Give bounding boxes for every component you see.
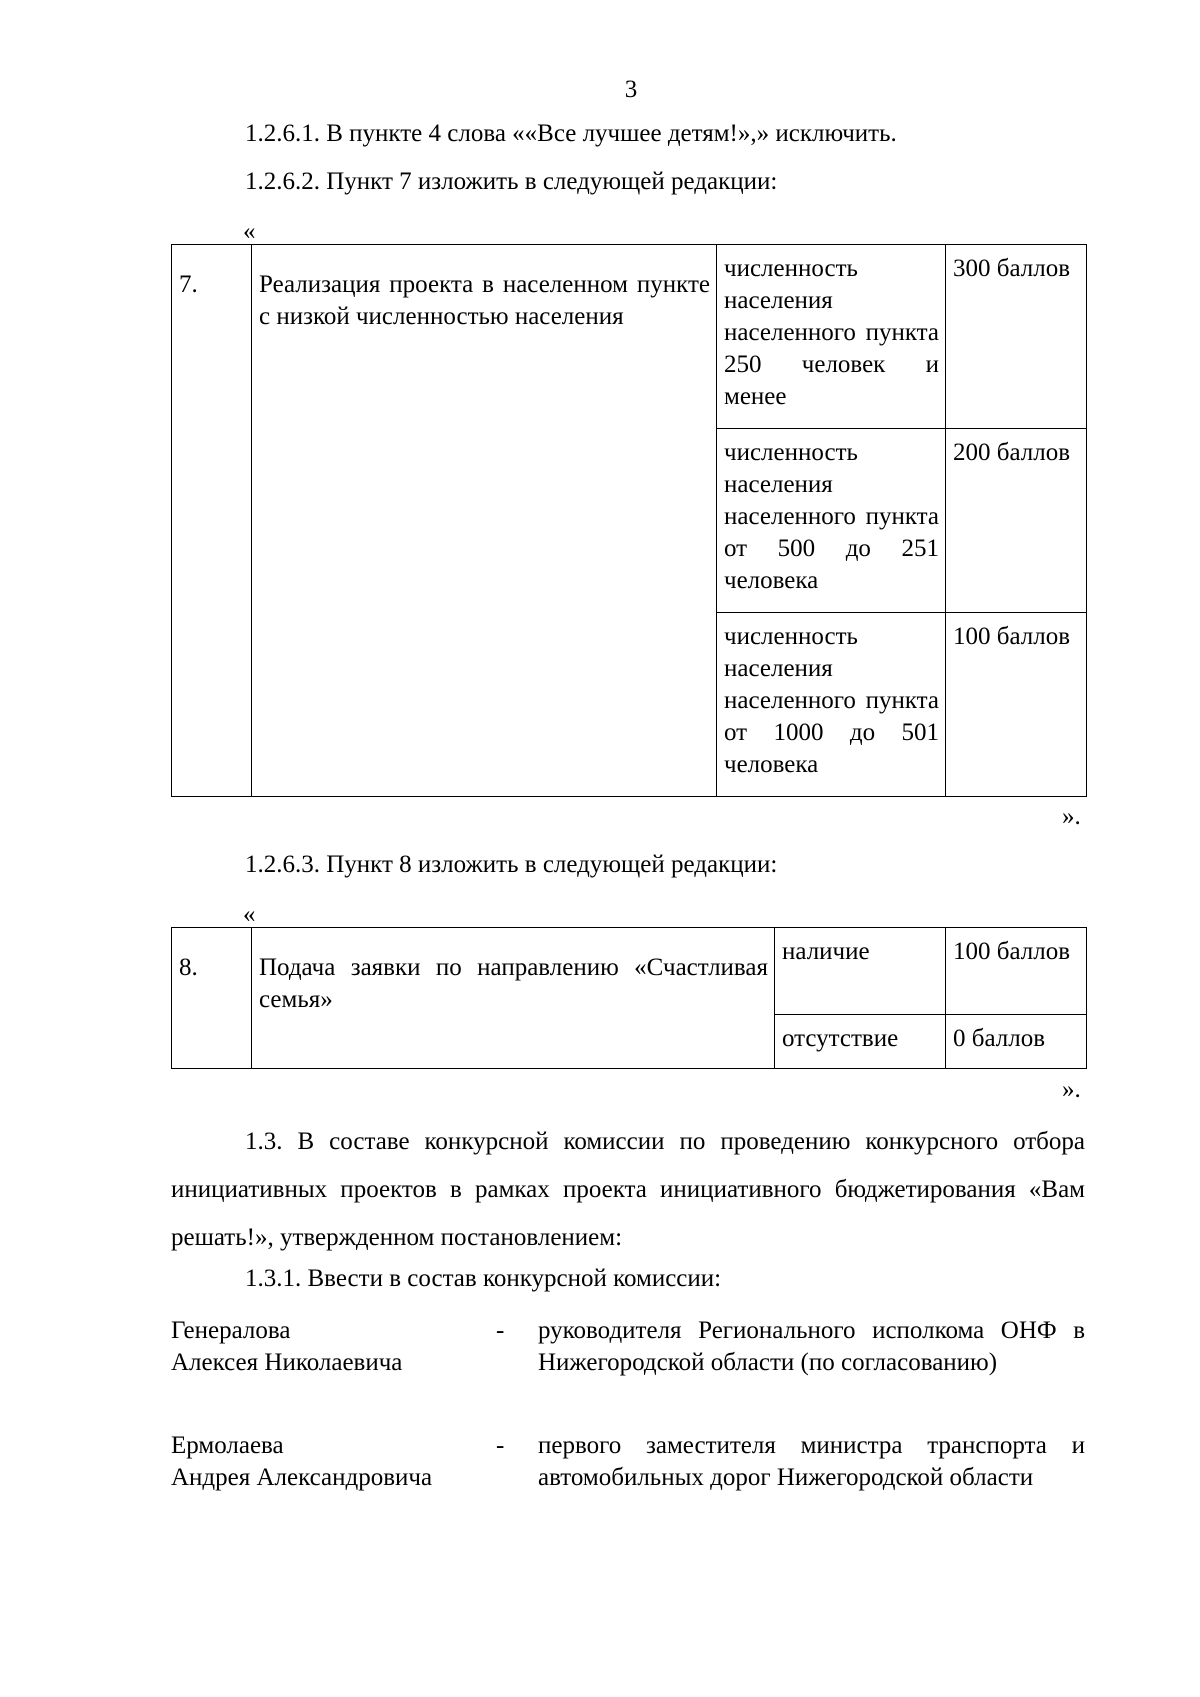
score-cell: 100 баллов <box>946 928 1087 1015</box>
score-cell: 300 баллов <box>946 245 1087 429</box>
member-surname: Ермолаева <box>171 1432 284 1459</box>
member-dash: - <box>496 1317 505 1344</box>
member-name <box>171 1430 471 1494</box>
paragraph-1-3-text: 1.3. В составе конкурсной комиссии по проведению конкурсного отбора инициативных проектов в рамках проекта инициативного бюджетирования «Вам решать!», утвержденном постановлением: <box>171 1128 1085 1251</box>
condition-cell: численность населения населенного пункта 250 человек и менее <box>717 245 946 429</box>
condition-cell: численность населения населенного пункта от 500 до 251 человека <box>717 429 946 613</box>
open-quote-table8: « <box>243 901 256 928</box>
member-name <box>171 1315 471 1379</box>
member-entry <box>171 1430 1085 1530</box>
condition-cell: численность населения населенного пункта от 1000 до 501 человека <box>717 613 946 797</box>
open-quote-table7: « <box>243 218 256 245</box>
member-position: первого заместителя министра транспорта и автомобильных дорог Нижегородской области <box>538 1432 1085 1491</box>
close-quote-table7: ». <box>1062 803 1081 830</box>
item-number: 7. <box>172 245 252 797</box>
close-quote-table8: ». <box>1062 1076 1081 1103</box>
score-cell: 200 баллов <box>946 429 1087 613</box>
member-dash: - <box>496 1432 505 1459</box>
page-number: 3 <box>624 76 638 103</box>
paragraph-1-3-1: 1.3.1. Ввести в состав конкурсной комиссии: <box>245 1265 722 1292</box>
member-given-names: Андрея Александровича <box>171 1464 433 1491</box>
paragraph-1-2-6-2: 1.2.6.2. Пункт 7 изложить в следующей редакции: <box>245 168 778 195</box>
table-row <box>172 245 1087 429</box>
condition-cell: наличие <box>775 928 946 1015</box>
member-given-names: Алексея Николаевича <box>171 1349 403 1376</box>
table-row <box>172 928 1087 1015</box>
score-cell: 0 баллов <box>946 1015 1087 1069</box>
member-position: руководителя Регионального исполкома ОНФ в Нижегородской области (по согласованию) <box>538 1317 1085 1376</box>
paragraph-1-2-6-1: 1.2.6.1. В пункте 4 слова ««Все лучшее детям!»,» исключить. <box>245 120 897 147</box>
score-cell: 100 баллов <box>946 613 1087 797</box>
criteria-table-8 <box>171 927 1087 1069</box>
criterion-text: Реализация проекта в населенном пункте с низкой численностью населения <box>252 245 717 797</box>
paragraph-1-2-6-3: 1.2.6.3. Пункт 8 изложить в следующей редакции: <box>245 851 778 878</box>
item-number: 8. <box>172 928 252 1069</box>
criteria-table-7 <box>171 244 1087 797</box>
condition-cell: отсутствие <box>775 1015 946 1069</box>
member-surname: Генералова <box>171 1317 291 1344</box>
criterion-text: Подача заявки по направлению «Счастливая семья» <box>252 928 775 1069</box>
paragraph-1-3 <box>171 1118 1085 1262</box>
member-entry <box>171 1315 1085 1415</box>
